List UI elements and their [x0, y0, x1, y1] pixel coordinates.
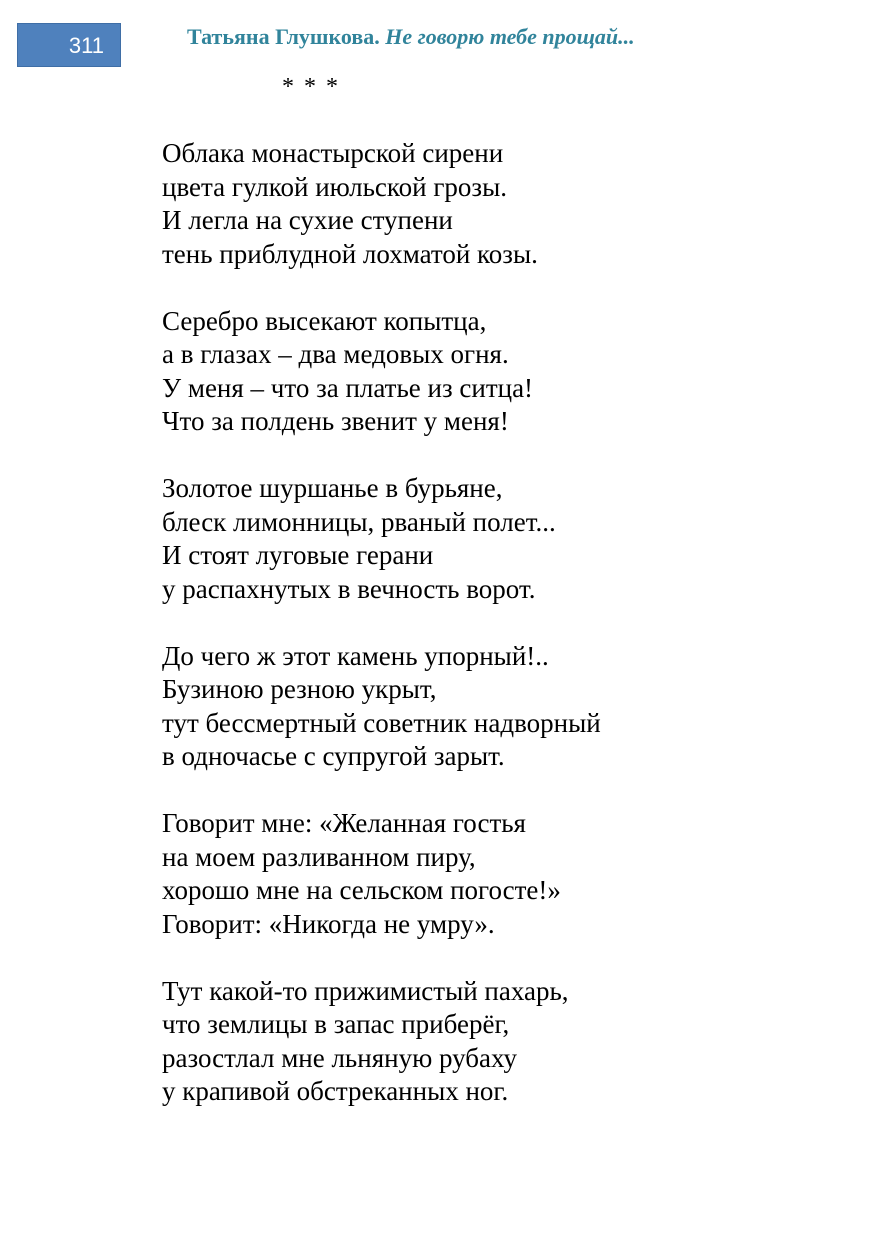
poem-line: Бузиною резною укрыт, — [162, 674, 437, 704]
poem-body — [162, 137, 601, 1142]
poem-line: тут бессмертный советник надворный — [162, 707, 601, 738]
poem-line: Золотое шуршанье в бурьяне, — [162, 473, 503, 503]
poem-line: а в глазах – два медовых огня. — [162, 339, 509, 369]
poem-line: Что за полдень звенит у меня! — [162, 406, 509, 436]
poem-line: Облака монастырской сирени — [162, 138, 504, 168]
poem-line: разостлал мне льняную рубаху — [162, 1042, 517, 1073]
author-name: Татьяна Глушкова. — [187, 24, 380, 49]
poem-line: У меня – что за платье из ситца! — [162, 372, 534, 403]
poem-line: Говорит: «Никогда не умру». — [162, 908, 495, 939]
stanza — [162, 137, 601, 271]
poem-line: у крапивой обстреканных ног. — [162, 1076, 509, 1106]
poem-line: И стоят луговые герани — [162, 540, 434, 570]
poem-line: Говорит мне: «Желанная гостья — [162, 808, 526, 838]
book-title: Не говорю тебе прощай... — [385, 24, 635, 49]
poem-line: Серебро высекают копытца, — [162, 305, 487, 336]
stanza — [162, 305, 601, 439]
poem-line: в одночасье с супругой зарыт. — [162, 741, 505, 771]
stanza — [162, 640, 601, 774]
page-number: 311 — [17, 23, 121, 67]
poem-line: хорошо мне на сельском погосте!» — [162, 875, 561, 905]
poem-line: что землицы в запас приберёг, — [162, 1009, 510, 1039]
stanza — [162, 975, 601, 1109]
poem-line: цвета гулкой июльской грозы. — [162, 171, 507, 202]
poem-line: на моем разливанном пиру, — [162, 841, 476, 872]
poem-line: И легла на сухие ступени — [162, 205, 453, 235]
poem-line: у распахнутых в вечность ворот. — [162, 573, 536, 604]
poem-separator: * * * — [282, 74, 340, 100]
running-header — [187, 24, 635, 50]
stanza — [162, 472, 601, 606]
stanza — [162, 807, 601, 941]
poem-line: До чего ж этот камень упорный!.. — [162, 640, 549, 671]
poem-line: тень приблудной лохматой козы. — [162, 238, 538, 269]
poem-line: Тут какой-то прижимистый пахарь, — [162, 975, 569, 1006]
poem-line: блеск лимонницы, рваный полет... — [162, 506, 556, 537]
